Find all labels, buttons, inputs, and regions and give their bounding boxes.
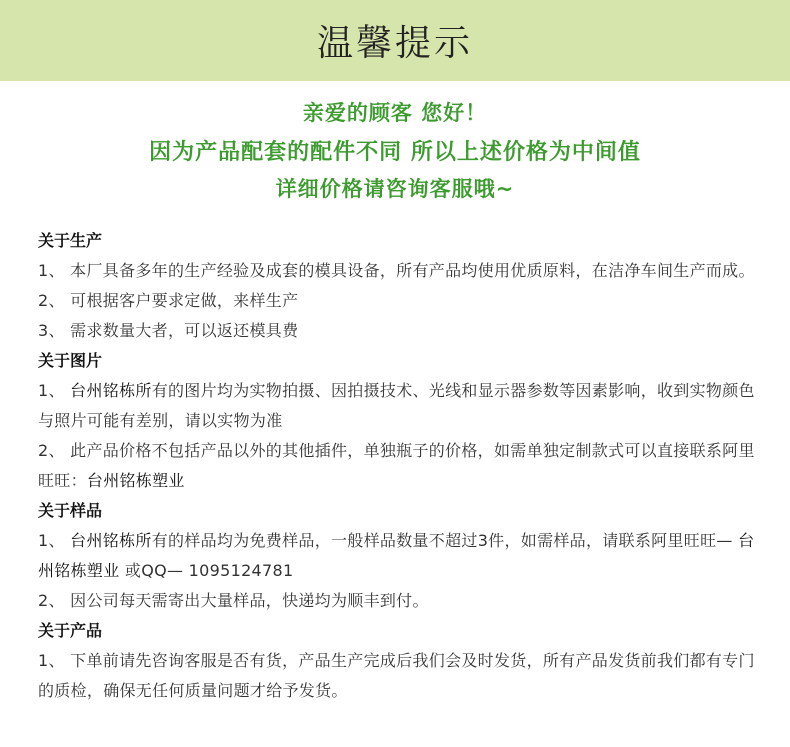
samples-item-1 — [38, 526, 758, 586]
greeting-line-3: 详细价格请咨询客服哦~ — [275, 177, 515, 201]
samples-item-1-brand-2: 台州铭栋塑业 — [38, 531, 755, 580]
section-heading-production: 关于生产 — [38, 231, 103, 250]
production-item-1: 1、 本厂具备多年的生产经验及成套的模具设备，所有产品均使用优质原料，在洁净车间生产而成。 — [38, 261, 755, 280]
pictures-item-2-text: 2、 此产品价格不包括产品以外的其他插件，单独瓶子的价格，如需单独定制款式可以直接联系阿里旺旺： — [38, 441, 755, 490]
samples-item-1-qq: 或QQ— 1095124781 — [119, 561, 294, 580]
products-item-1: 1、 下单前请先咨询客服是否有货，产品生产完成后我们会及时发货，所有产品发货前我们都有专门的质检，确保无任何质量问题才给予发货。 — [38, 651, 755, 700]
pictures-item-1-brand: 台州铭栋所 — [70, 381, 152, 400]
pictures-item-1-prefix: 1、 — [38, 381, 71, 400]
pictures-item-1 — [38, 376, 758, 436]
banner-title: 温馨提示 — [316, 23, 473, 64]
banner — [0, 0, 790, 81]
samples-item-2: 2、 因公司每天需寄出大量样品，快递均为顺丰到付。 — [38, 591, 429, 610]
pictures-item-2 — [38, 436, 758, 496]
section-heading-pictures: 关于图片 — [38, 351, 103, 370]
production-item-3: 3、 需求数量大者，可以返还模具费 — [38, 321, 299, 340]
section-heading-products: 关于产品 — [38, 621, 103, 640]
section-heading-samples: 关于样品 — [38, 501, 103, 520]
greeting-line-1: 亲爱的顾客 您好！ — [302, 101, 488, 125]
production-item-2: 2、 可根据客户要求定做，来样生产 — [38, 291, 299, 310]
notice-content — [38, 226, 758, 706]
greeting-line-2: 因为产品配套的配件不同 所以上述价格为中间值 — [149, 140, 641, 165]
samples-item-1-text: 有的样品均为免费样品，一般样品数量不超过3件，如需样品，请联系阿里旺旺— — [151, 531, 739, 550]
pictures-item-2-brand: 台州铭栋塑业 — [86, 471, 185, 490]
samples-item-1-prefix: 1、 — [38, 531, 71, 550]
pictures-item-1-text: 有的图片均为实物拍摄、因拍摄技术、光线和显示器参数等因素影响，收到实物颜色与照片可能有差别，请以实物为准 — [38, 381, 755, 430]
samples-item-1-brand: 台州铭栋所 — [70, 531, 152, 550]
